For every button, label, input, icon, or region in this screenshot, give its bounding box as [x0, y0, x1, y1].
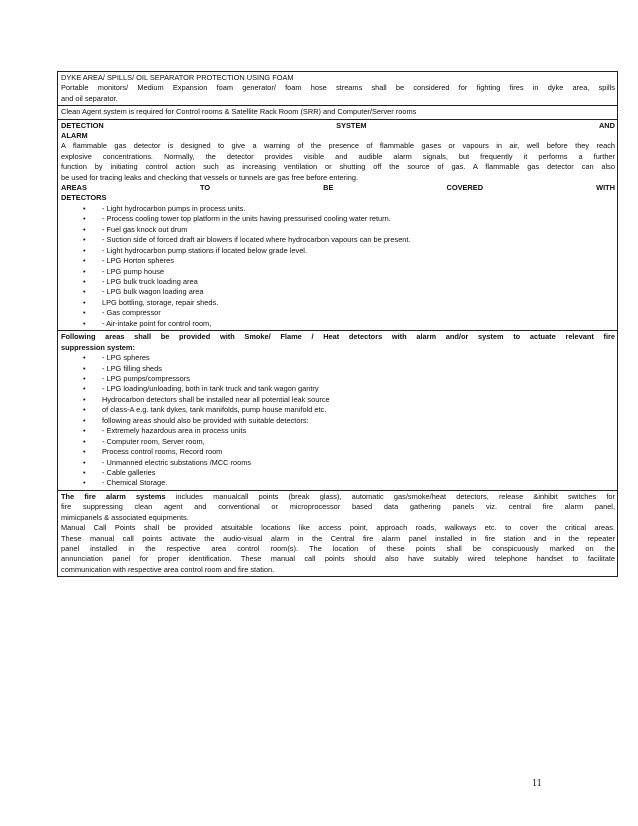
- bullet-icon: •: [83, 235, 86, 245]
- detection-text-line: A flammable gas detector is designed to give a warning of the presence of flammable gases or vapours in air, well before they reach: [61, 141, 615, 151]
- heading-word: COVERED: [446, 183, 484, 192]
- fire-alarm-text-line: The fire alarm systems includes manualcall points (break glass), automatic gas/smoke/heat detectors, release &inhibit switches for: [61, 491, 615, 501]
- clean-agent-text: Clean Agent system is required for Control rooms & Satellite Rack Room (SRR) and Computer/Server rooms: [61, 107, 417, 117]
- heading-word: AREAS: [61, 183, 87, 192]
- list-item: • - Cable galleries: [83, 468, 156, 478]
- areas-heading: [61, 183, 615, 193]
- page-number: 11: [532, 778, 542, 789]
- bullet-icon: •: [83, 256, 86, 266]
- list-item: • - LPG pump house: [83, 266, 165, 276]
- bullet-icon: •: [83, 245, 86, 255]
- smoke-detector-section: [58, 331, 617, 491]
- bullet-icon: •: [83, 447, 86, 457]
- list-item: • - Computer room, Server room,: [83, 436, 205, 446]
- heading-word: TO: [199, 183, 211, 192]
- heading-word: DETECTORS: [61, 193, 107, 203]
- list-item: • - LPG filling sheds: [83, 363, 162, 373]
- heading-word: AND: [598, 120, 615, 130]
- bullet-icon: •: [83, 297, 86, 307]
- smoke-areas-list: [61, 353, 615, 489]
- heading-word: WITH: [596, 183, 615, 192]
- bullet-icon: •: [83, 214, 86, 224]
- content-table: [57, 71, 618, 577]
- list-item: • - Light hydrocarbon pump stations if located below grade level.: [83, 245, 308, 255]
- heading-word: ALARM: [61, 131, 88, 141]
- smoke-heading-line: suppression system:: [61, 342, 135, 352]
- detector-areas-list: [61, 204, 615, 329]
- fire-alarm-text-line: communication with respective area control room and fire station.: [61, 564, 275, 574]
- list-item: • of class-A e.g. tank dykes, tank manifolds, pump house manifold etc.: [83, 405, 327, 415]
- dyke-text-line: and oil separator.: [61, 93, 118, 103]
- bullet-icon: •: [83, 308, 86, 318]
- smoke-heading-line: Following areas shall be provided with Smoke/ Flame / Heat detectors with alarm and/or system to actuate relevant fire: [61, 332, 615, 342]
- dyke-area-section: [58, 72, 617, 106]
- list-item: • - LPG loading/unloading, both in tank truck and tank wagon gantry: [83, 384, 319, 394]
- bullet-icon: •: [83, 224, 86, 234]
- dyke-text-line: Portable monitors/ Medium Expansion foam generator/ foam hose streams shall be considered for fighting fires in dyke area, spills: [61, 83, 615, 93]
- fire-alarm-text-line: mimicpanels & associated equipments.: [61, 512, 189, 522]
- list-item: • - Fuel gas knock out drum: [83, 224, 188, 234]
- list-item: • - Chemical Storage.: [83, 478, 168, 488]
- list-item: • following areas should also be provided with suitable detectors:: [83, 415, 309, 425]
- bullet-icon: •: [83, 394, 86, 404]
- fire-alarm-lead: The fire alarm systems: [61, 491, 166, 501]
- list-item: • - LPG Horton spheres: [83, 256, 174, 266]
- fire-alarm-section: [58, 491, 617, 576]
- bullet-icon: •: [83, 415, 86, 425]
- detection-text-line: be used for tracing leaks and checking that vessels or tunnels are gas free before entering.: [61, 172, 359, 182]
- list-item: • - Light hydrocarbon pumps in process units.: [83, 203, 246, 213]
- detection-text-line: explosive concentrations. Normally, the detector provides visible and audible alarm signals, but frequently it performs a further: [61, 151, 615, 161]
- list-item: • - Process cooling tower top platform in the units having pressurised cooling water return.: [83, 214, 391, 224]
- fire-alarm-text-line: panel installed in the respective area control room(s). The location of these points shall be conspicuously marked on the: [61, 543, 615, 553]
- bullet-icon: •: [83, 478, 86, 488]
- dyke-heading: DYKE AREA/ SPILLS/ OIL SEPARATOR PROTECTION USING FOAM: [61, 73, 294, 82]
- fire-alarm-text-line: These manual call points activate the audio-visual alarm in the Central fire alarm panel installed in fire station and in the repeater: [61, 533, 615, 543]
- list-item: • - Air-intake point for control room,: [83, 318, 212, 328]
- bullet-icon: •: [83, 318, 86, 328]
- detection-section: [58, 120, 617, 332]
- list-item: • - LPG spheres: [83, 353, 150, 363]
- bullet-icon: •: [83, 287, 86, 297]
- heading-word: BE: [323, 183, 334, 192]
- list-item: • - Unmanned electric substations /MCC rooms: [83, 457, 252, 467]
- bullet-icon: •: [83, 266, 86, 276]
- bullet-icon: •: [83, 426, 86, 436]
- list-item: • - Gas compressor: [83, 308, 161, 318]
- bullet-icon: •: [83, 363, 86, 373]
- bullet-icon: •: [83, 457, 86, 467]
- bullet-icon: •: [83, 203, 86, 213]
- bullet-icon: •: [83, 276, 86, 286]
- bullet-icon: •: [83, 468, 86, 478]
- bullet-icon: •: [83, 436, 86, 446]
- fire-alarm-text-line: Manual Call Points shall be provided atsuitable locations like access point, approach roads, walkways etc. to cover the critical areas.: [61, 523, 615, 533]
- heading-word: DETECTION: [61, 120, 104, 130]
- bullet-icon: •: [83, 373, 86, 383]
- heading-word: SYSTEM: [336, 120, 367, 130]
- list-item: • - LPG bulk truck loading area: [83, 276, 198, 286]
- bullet-icon: •: [83, 405, 86, 415]
- list-item: • - LPG bulk wagon loading area: [83, 287, 204, 297]
- list-item: • - Suction side of forced draft air blowers if located where hydrocarbon vapours can be present.: [83, 235, 411, 245]
- detection-heading: [61, 121, 615, 131]
- detection-text-line: function by initiating control action such as increasing ventilation or shutting off the source of gas. A flammable gas detector can also: [61, 162, 615, 172]
- list-item: • Hydrocarbon detectors shall be installed near all potential leak source: [83, 394, 330, 404]
- list-item: • - Extremely hazardous area in process units: [83, 426, 247, 436]
- fire-alarm-text-line: annunciation panel for proper identification. These manual call points should also have suitably wired telephone handset to facilitate: [61, 554, 615, 564]
- clean-agent-section: [58, 106, 617, 119]
- bullet-icon: •: [83, 384, 86, 394]
- bullet-icon: •: [83, 353, 86, 363]
- list-item: • - LPG pumps/compressors: [83, 373, 190, 383]
- list-item: • Process control rooms, Record room: [83, 447, 223, 457]
- fire-alarm-text-line: fire suppressing clean agent and conventional or microprocessor based data gathering panels viz. central fire alarm panel,: [61, 502, 615, 512]
- list-item: • LPG bottling, storage, repair sheds.: [83, 297, 219, 307]
